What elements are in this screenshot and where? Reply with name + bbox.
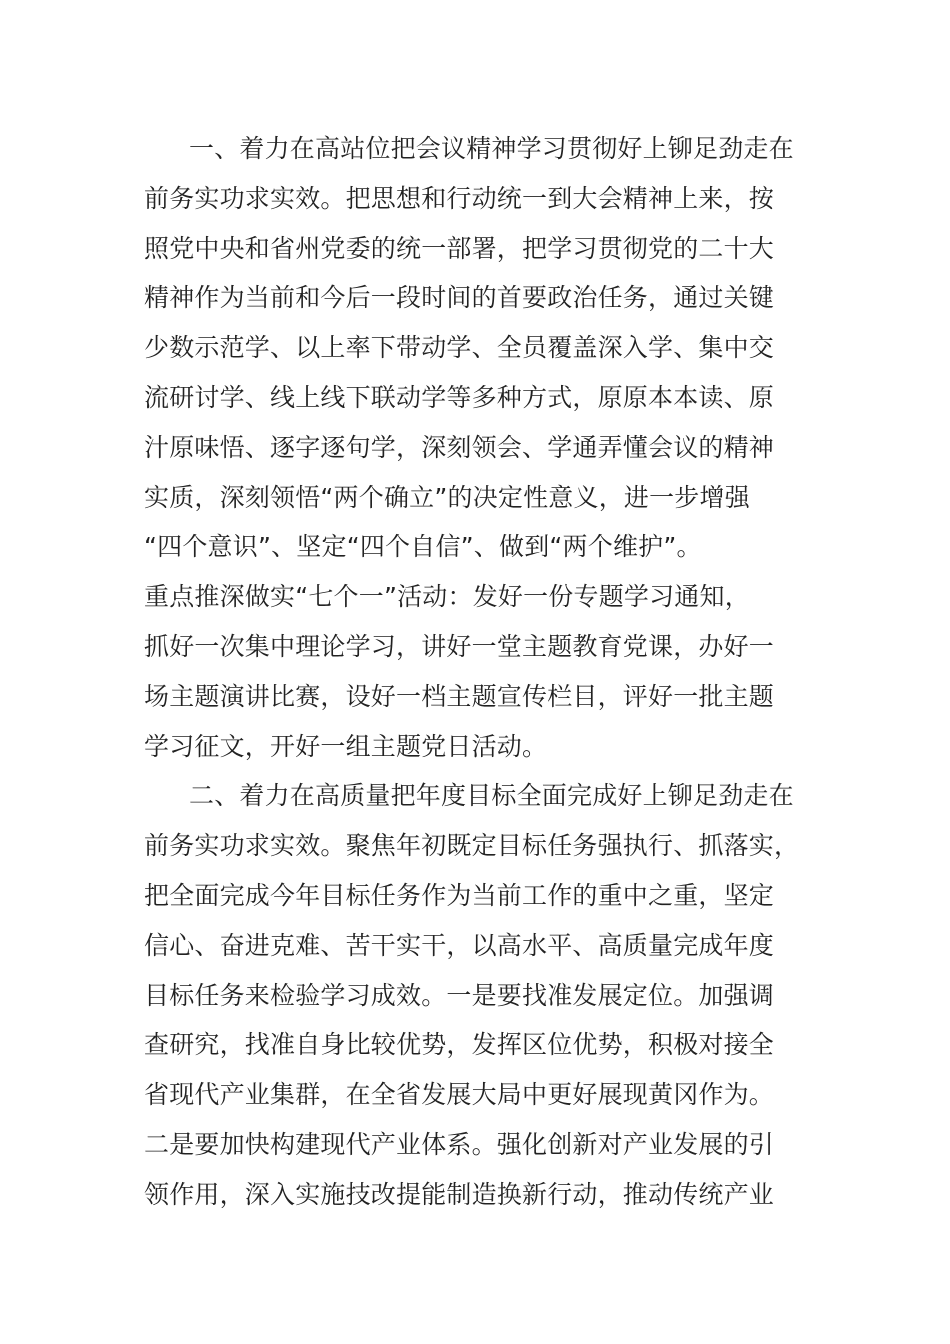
text-line: 前务实功求实效。把思想和行动统一到大会精神上来，按 [144,183,775,213]
text-line: 少数示范学、以上率下带动学、全员覆盖深入学、集中交 [144,333,775,363]
text-line: 二、着力在高质量把年度目标全面完成好上铆足劲走在 [189,781,794,811]
text-line: 把全面完成今年目标任务作为当前工作的重中之重，坚定 [144,880,775,910]
text-line: 领作用，深入实施技改提能制造换新行动，推动传统产业 [144,1179,775,1209]
text-line: 二是要加快构建现代产业体系。强化创新对产业发展的引 [144,1129,775,1159]
text-line: 查研究，找准自身比较优势，发挥区位优势，积极对接全 [144,1030,775,1060]
text-line: 汁原味悟、逐字逐句学，深刻领会、学通弄懂会议的精神 [144,432,775,462]
text-line: 省现代产业集群，在全省发展大局中更好展现黄冈作为。 [144,1080,775,1110]
text-line: 重点推深做实“七个一”活动：发好一份专题学习通知， [144,582,750,612]
text-line: “四个意识”、坚定“四个自信”、做到“两个维护”。 [144,532,702,562]
text-line: 照党中央和省州党委的统一部署，把学习贯彻党的二十大 [144,233,775,263]
text-line: 一、着力在高站位把会议精神学习贯彻好上铆足劲走在 [189,134,794,163]
text-line: 场主题演讲比赛，设好一档主题宣传栏目，评好一批主题 [144,681,775,711]
text-line: 精神作为当前和今后一段时间的首要政治任务，通过关键 [144,283,775,313]
text-line: 学习征文，开好一组主题党日活动。 [144,731,548,761]
document-body [144,124,814,1220]
text-line: 实质，深刻领悟“两个确立”的决定性意义，进一步增强 [144,482,750,512]
text-line: 信心、奋进克难、苦干实干，以高水平、高质量完成年度 [144,930,775,960]
paragraph-2 [144,771,814,1219]
text-line: 抓好一次集中理论学习，讲好一堂主题教育党课，办好一 [144,631,775,661]
paragraph-1 [144,124,814,771]
text-line: 目标任务来检验学习成效。一是要找准发展定位。加强调 [144,980,775,1010]
text-line: 流研讨学、线上线下联动学等多种方式，原原本本读、原 [144,382,775,412]
text-line: 前务实功求实效。聚焦年初既定目标任务强执行、抓落实， [144,831,800,861]
